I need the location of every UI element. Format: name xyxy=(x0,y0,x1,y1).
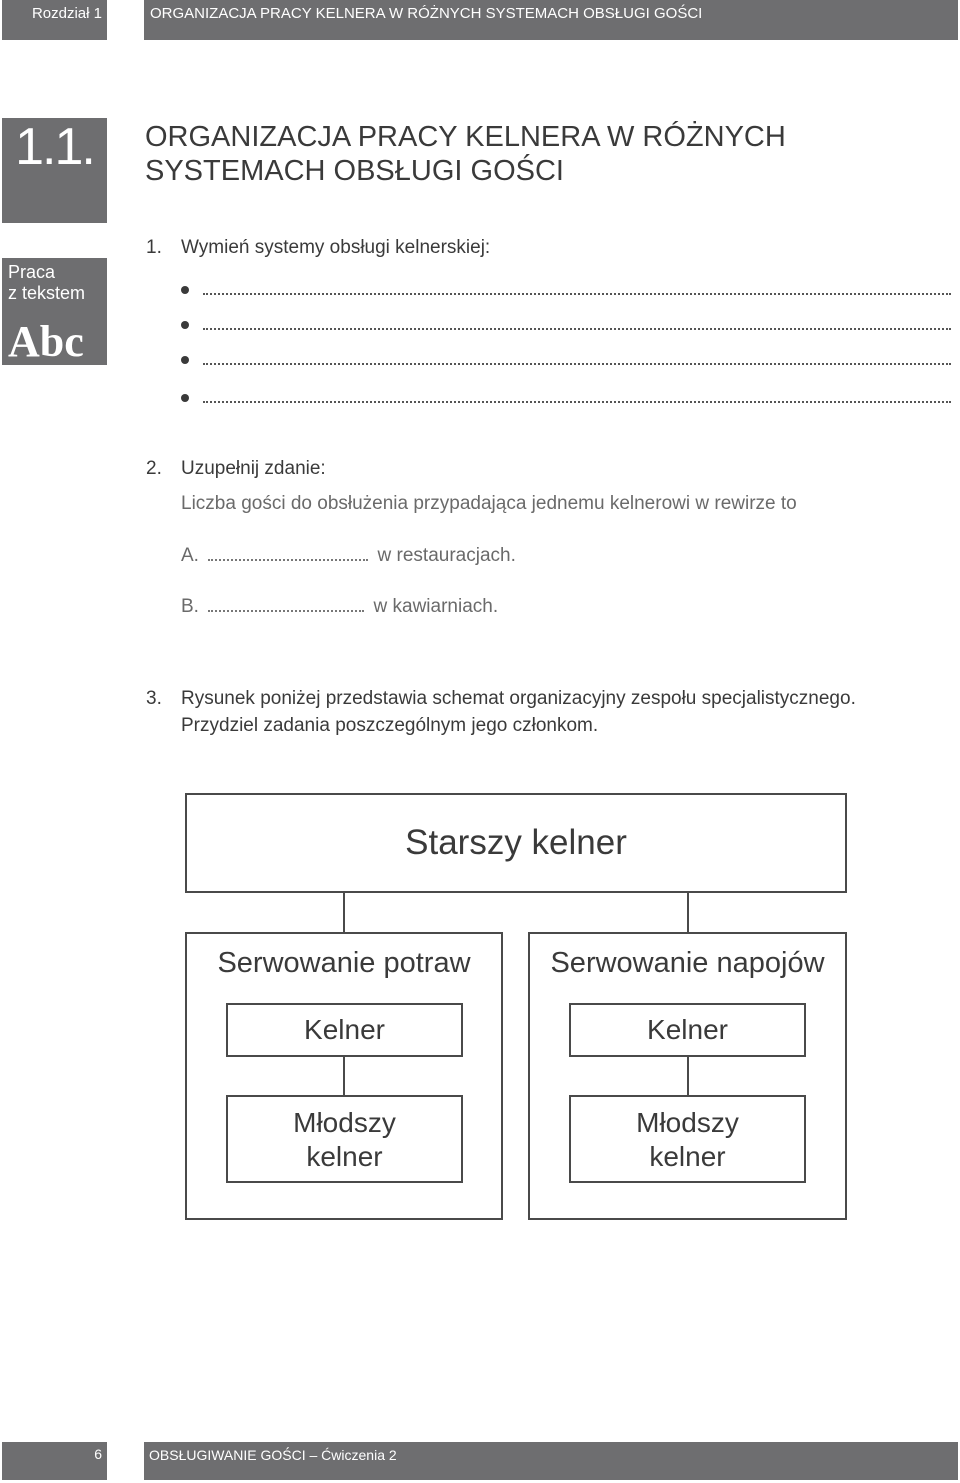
bullet-icon xyxy=(181,356,189,364)
question-3-line1: Rysunek poniżej przedstawia schemat organizacyjny zespołu specjalistycznego. xyxy=(181,688,856,709)
header-running-title: ORGANIZACJA PRACY KELNERA W RÓŻNYCH SYSTEMACH OBSŁUGI GOŚCI xyxy=(144,0,958,40)
answer-line-4[interactable] xyxy=(181,388,951,408)
option-b-label: B. xyxy=(181,596,199,617)
question-3-number: 3. xyxy=(146,688,162,709)
bullet-icon xyxy=(181,321,189,329)
question-2-text: Uzupełnij zdanie: xyxy=(181,458,326,479)
dotted-answer-line xyxy=(203,293,951,295)
option-b-blank[interactable] xyxy=(208,596,364,612)
org-box-mlodszy-right xyxy=(569,1095,806,1183)
dotted-answer-line xyxy=(203,363,951,365)
org-box-mlodszy-left xyxy=(226,1095,463,1183)
connector-top-left xyxy=(343,892,345,934)
connector-left-lower xyxy=(343,1056,345,1096)
footer-page-number: 6 xyxy=(2,1442,107,1480)
question-1-text: Wymień systemy obsługi kelnerskiej: xyxy=(181,237,491,258)
connector-right-lower xyxy=(687,1056,689,1096)
org-box-starszy-kelner xyxy=(185,793,847,893)
option-a-label: A. xyxy=(181,545,199,566)
dotted-answer-line xyxy=(203,328,951,330)
question-2-number: 2. xyxy=(146,458,162,479)
connector-top-right xyxy=(687,892,689,934)
section-title-line1: ORGANIZACJA PRACY KELNERA W RÓŻNYCH xyxy=(145,121,786,153)
side-label-box xyxy=(2,258,107,365)
question-1-number: 1. xyxy=(146,237,162,258)
org-label-kelner-right: Kelner xyxy=(647,1014,728,1045)
abc-icon: Abc xyxy=(8,317,84,366)
org-label-mlodszy-right-l1: Młodszy xyxy=(636,1107,739,1138)
section-number: 1.1. xyxy=(2,118,107,223)
option-a-blank[interactable] xyxy=(208,545,368,561)
org-box-kelner-right xyxy=(569,1003,806,1057)
option-a-text: w restauracjach. xyxy=(377,545,516,566)
dotted-answer-line xyxy=(203,401,951,403)
header-chapter: Rozdział 1 xyxy=(2,0,107,40)
question-2-sentence: Liczba gości do obsłużenia przypadająca jednemu kelnerowi w rewirze to xyxy=(181,493,797,514)
org-label-serwowanie-potraw: Serwowanie potraw xyxy=(217,947,471,979)
org-label-mlodszy-left-l2: kelner xyxy=(306,1141,383,1172)
org-label-kelner-left: Kelner xyxy=(304,1014,385,1045)
side-label-line2: z tekstem xyxy=(8,283,86,303)
answer-line-1[interactable] xyxy=(181,280,951,300)
org-box-kelner-left xyxy=(226,1003,463,1057)
section-title-line2: SYSTEMACH OBSŁUGI GOŚCI xyxy=(145,155,564,187)
answer-line-2[interactable] xyxy=(181,315,951,335)
answer-line-3[interactable] xyxy=(181,350,951,370)
option-b-text: w kawiarniach. xyxy=(373,596,499,617)
org-label-starszy-kelner: Starszy kelner xyxy=(405,823,627,862)
footer-title: OBSŁUGIWANIE GOŚCI – Ćwiczenia 2 xyxy=(144,1442,958,1480)
side-label-text xyxy=(8,262,85,304)
question-2-option-b xyxy=(181,594,498,620)
side-label-line1: Praca xyxy=(8,262,56,282)
question-3-line2: Przydziel zadania poszczególnym jego członkom. xyxy=(181,715,599,736)
org-label-mlodszy-left-l1: Młodszy xyxy=(293,1107,396,1138)
bullet-icon xyxy=(181,394,189,402)
org-label-mlodszy-right-l2: kelner xyxy=(649,1141,726,1172)
bullet-icon xyxy=(181,286,189,294)
section-title xyxy=(145,120,786,188)
org-label-serwowanie-napojow: Serwowanie napojów xyxy=(550,947,825,979)
question-2-option-a xyxy=(181,543,516,569)
